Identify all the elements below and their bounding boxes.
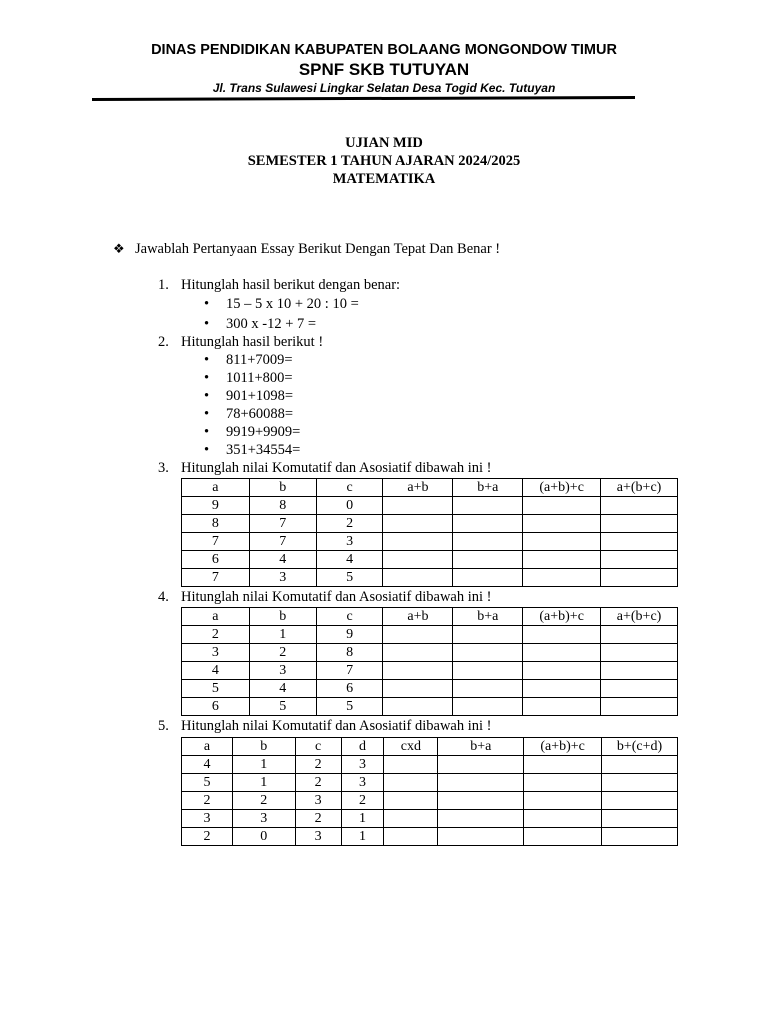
question-text: Hitunglah nilai Komutatif dan Asosiatif dibawah ini !	[181, 718, 492, 734]
answer-cell[interactable]	[523, 569, 601, 587]
answer-cell[interactable]	[383, 497, 453, 515]
answer-cell[interactable]	[601, 551, 678, 569]
answer-cell[interactable]	[601, 626, 678, 644]
header-agency: DINAS PENDIDIKAN KABUPATEN BOLAANG MONGONDOW TIMUR	[151, 42, 617, 58]
answer-cell[interactable]	[524, 756, 602, 774]
table-cell: 3	[249, 569, 316, 587]
question-number: 3.	[158, 460, 169, 476]
table-cell: 0	[232, 828, 295, 846]
answer-cell[interactable]	[601, 644, 678, 662]
table-cell: 3	[295, 828, 341, 846]
answer-cell[interactable]	[523, 515, 601, 533]
answer-cell[interactable]	[438, 756, 524, 774]
table-row	[182, 774, 678, 792]
table-row	[182, 533, 678, 551]
list-item: • 15 – 5 x 10 + 20 : 10 =	[204, 296, 359, 312]
table-cell: 4	[249, 551, 316, 569]
answer-cell[interactable]	[438, 828, 524, 846]
table-row	[182, 756, 678, 774]
table-row	[182, 792, 678, 810]
answer-cell[interactable]	[601, 680, 678, 698]
table-cell: 2	[341, 792, 384, 810]
answer-cell[interactable]	[438, 792, 524, 810]
table-cell: 9	[182, 497, 250, 515]
table-cell: 1	[341, 810, 384, 828]
table-row	[182, 551, 678, 569]
question-text: Hitunglah hasil berikut dengan benar:	[181, 277, 401, 293]
answer-cell[interactable]	[601, 497, 678, 515]
answer-cell[interactable]	[601, 515, 678, 533]
table-cell: 8	[182, 515, 250, 533]
answer-cell[interactable]	[383, 533, 453, 551]
header-cell: a+b	[383, 479, 453, 497]
table-question-4	[181, 607, 678, 716]
list-item: • 811+7009=	[204, 352, 293, 368]
answer-cell[interactable]	[602, 756, 678, 774]
exam-subject: MATEMATIKA	[332, 171, 436, 187]
table-cell: 6	[182, 551, 250, 569]
bullet-icon: •	[204, 352, 210, 368]
table-header-row	[182, 608, 678, 626]
header-cell: b	[249, 479, 316, 497]
table-header-row	[182, 738, 678, 756]
answer-cell[interactable]	[601, 533, 678, 551]
table-question-3	[181, 478, 678, 587]
answer-cell[interactable]	[438, 774, 524, 792]
list-item: • 9919+9909=	[204, 424, 301, 440]
answer-cell[interactable]	[524, 828, 602, 846]
instruction-text: Jawablah Pertanyaan Essay Berikut Dengan Tepat Dan Benar !	[135, 241, 501, 257]
answer-cell[interactable]	[523, 644, 601, 662]
header-cell: c	[316, 608, 383, 626]
header-cell: (a+b)+c	[524, 738, 602, 756]
answer-cell[interactable]	[453, 626, 523, 644]
header-cell: d	[341, 738, 384, 756]
table-cell: 5	[182, 680, 250, 698]
table-cell: 2	[295, 810, 341, 828]
answer-cell[interactable]	[602, 792, 678, 810]
table-cell: 3	[182, 644, 250, 662]
table-cell: 3	[249, 662, 316, 680]
table-cell: 3	[341, 774, 384, 792]
table-row	[182, 810, 678, 828]
table-cell: 3	[341, 756, 384, 774]
answer-cell[interactable]	[453, 551, 523, 569]
answer-cell[interactable]	[384, 828, 438, 846]
header-school: SPNF SKB TUTUYAN	[298, 60, 470, 79]
answer-cell[interactable]	[384, 810, 438, 828]
answer-cell[interactable]	[453, 515, 523, 533]
answer-cell[interactable]	[523, 626, 601, 644]
bullet-icon: •	[204, 424, 210, 440]
table-row	[182, 569, 678, 587]
exam-semester: SEMESTER 1 TAHUN AJARAN 2024/2025	[247, 153, 521, 169]
table-cell: 7	[316, 662, 383, 680]
answer-cell[interactable]	[602, 810, 678, 828]
table-cell: 6	[316, 680, 383, 698]
answer-cell[interactable]	[523, 698, 601, 716]
answer-cell[interactable]	[524, 810, 602, 828]
answer-cell[interactable]	[453, 680, 523, 698]
table-question-5	[181, 737, 678, 846]
header-cell: a+(b+c)	[601, 608, 678, 626]
header-address: Jl. Trans Sulawesi Lingkar Selatan Desa Togid Kec. Tutuyan	[212, 81, 556, 95]
table-cell: 1	[232, 774, 295, 792]
header-cell: c	[316, 479, 383, 497]
answer-cell[interactable]	[383, 626, 453, 644]
answer-cell[interactable]	[438, 810, 524, 828]
bullet-icon: •	[204, 316, 210, 332]
header-cell: b	[232, 738, 295, 756]
table-cell: 2	[182, 626, 250, 644]
table-cell: 3	[295, 792, 341, 810]
table-cell: 0	[316, 497, 383, 515]
answer-cell[interactable]	[383, 569, 453, 587]
answer-cell[interactable]	[383, 515, 453, 533]
table-cell: 7	[249, 515, 316, 533]
table-cell: 1	[249, 626, 316, 644]
answer-cell[interactable]	[523, 680, 601, 698]
question-2	[158, 334, 323, 351]
table-cell: 4	[249, 680, 316, 698]
bullet-icon: •	[204, 296, 210, 312]
question-3	[158, 460, 492, 477]
table-row	[182, 515, 678, 533]
header-cell: cxd	[384, 738, 438, 756]
diamond-bullet-icon: ❖	[113, 241, 125, 256]
table-cell: 2	[249, 644, 316, 662]
table-cell: 2	[232, 792, 295, 810]
table-cell: 2	[295, 774, 341, 792]
answer-cell[interactable]	[601, 569, 678, 587]
header-cell: b+a	[453, 479, 523, 497]
header-rule	[92, 96, 635, 101]
answer-cell[interactable]	[383, 644, 453, 662]
answer-cell[interactable]	[523, 551, 601, 569]
bullet-icon: •	[204, 370, 210, 386]
table-cell: 2	[316, 515, 383, 533]
answer-cell[interactable]	[523, 662, 601, 680]
table-cell: 5	[316, 569, 383, 587]
table-row	[182, 644, 678, 662]
table-cell: 3	[316, 533, 383, 551]
question-number: 1.	[158, 277, 169, 293]
question-text: Hitunglah hasil berikut !	[181, 334, 324, 350]
answer-cell[interactable]	[601, 662, 678, 680]
table-row	[182, 626, 678, 644]
question-number: 5.	[158, 718, 169, 734]
header-cell: b+(c+d)	[602, 738, 678, 756]
answer-cell[interactable]	[384, 792, 438, 810]
header-cell: (a+b)+c	[523, 479, 601, 497]
bullet-icon: •	[204, 442, 210, 458]
answer-cell[interactable]	[601, 698, 678, 716]
list-item: • 78+60088=	[204, 406, 294, 422]
table-cell: 3	[182, 810, 233, 828]
exam-title: UJIAN MID	[345, 135, 423, 151]
header-cell: a	[182, 608, 250, 626]
answer-cell[interactable]	[383, 698, 453, 716]
table-cell: 4	[316, 551, 383, 569]
table-cell: 8	[316, 644, 383, 662]
question-1	[158, 277, 400, 294]
question-text: Hitunglah nilai Komutatif dan Asosiatif dibawah ini !	[181, 589, 492, 605]
list-item: • 351+34554=	[204, 442, 301, 458]
answer-cell[interactable]	[524, 792, 602, 810]
question-5	[158, 718, 492, 735]
table-cell: 5	[249, 698, 316, 716]
table-cell: 5	[316, 698, 383, 716]
table-cell: 8	[249, 497, 316, 515]
table-cell: 9	[316, 626, 383, 644]
table-cell: 4	[182, 756, 233, 774]
table-row	[182, 698, 678, 716]
answer-cell[interactable]	[453, 533, 523, 551]
table-cell: 3	[232, 810, 295, 828]
header-cell: c	[295, 738, 341, 756]
answer-cell[interactable]	[383, 551, 453, 569]
answer-cell[interactable]	[602, 828, 678, 846]
header-cell: a+(b+c)	[601, 479, 678, 497]
table-cell: 2	[182, 792, 233, 810]
header-cell: a	[182, 479, 250, 497]
answer-cell[interactable]	[523, 497, 601, 515]
answer-cell[interactable]	[453, 662, 523, 680]
answer-cell[interactable]	[383, 662, 453, 680]
header-cell: a+b	[383, 608, 453, 626]
instruction	[113, 241, 500, 258]
bullet-icon: •	[204, 406, 210, 422]
header-cell: b+a	[438, 738, 524, 756]
table-cell: 1	[232, 756, 295, 774]
table-cell: 2	[182, 828, 233, 846]
table-cell: 7	[182, 533, 250, 551]
header-cell: b+a	[453, 608, 523, 626]
list-item: • 901+1098=	[204, 388, 294, 404]
bullet-icon: •	[204, 388, 210, 404]
header-cell: (a+b)+c	[523, 608, 601, 626]
answer-cell[interactable]	[384, 756, 438, 774]
table-cell: 2	[295, 756, 341, 774]
table-cell: 6	[182, 698, 250, 716]
table-header-row	[182, 479, 678, 497]
table-cell: 5	[182, 774, 233, 792]
answer-cell[interactable]	[453, 497, 523, 515]
list-item: • 300 x -12 + 7 =	[204, 316, 317, 332]
answer-cell[interactable]	[523, 533, 601, 551]
table-row	[182, 828, 678, 846]
answer-cell[interactable]	[602, 774, 678, 792]
answer-cell[interactable]	[383, 680, 453, 698]
answer-cell[interactable]	[384, 774, 438, 792]
header-cell: b	[249, 608, 316, 626]
list-item: • 1011+800=	[204, 370, 293, 386]
table-cell: 1	[341, 828, 384, 846]
table-cell: 7	[182, 569, 250, 587]
answer-cell[interactable]	[453, 569, 523, 587]
question-number: 2.	[158, 334, 169, 350]
answer-cell[interactable]	[453, 644, 523, 662]
question-4	[158, 589, 492, 606]
table-cell: 7	[249, 533, 316, 551]
answer-cell[interactable]	[524, 774, 602, 792]
table-row	[182, 497, 678, 515]
question-number: 4.	[158, 589, 169, 605]
header-cell: a	[182, 738, 233, 756]
table-row	[182, 680, 678, 698]
table-cell: 4	[182, 662, 250, 680]
question-text: Hitunglah nilai Komutatif dan Asosiatif dibawah ini !	[181, 460, 492, 476]
answer-cell[interactable]	[453, 698, 523, 716]
table-row	[182, 662, 678, 680]
